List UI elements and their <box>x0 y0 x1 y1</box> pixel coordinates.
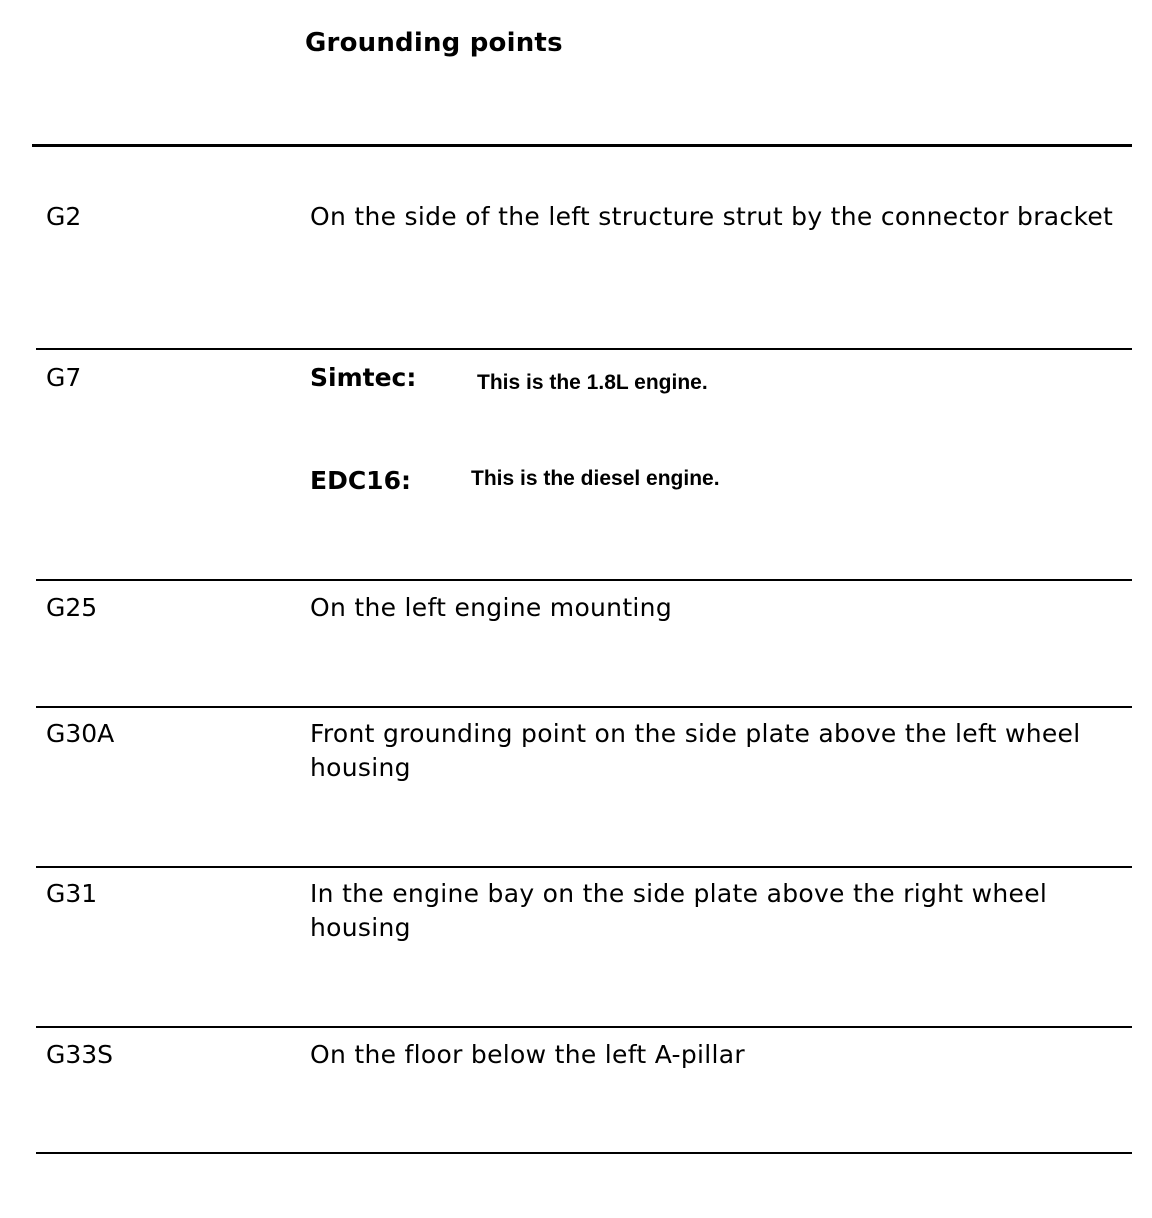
ground-description: In the engine bay on the side plate above the right wheel housing <box>310 879 1048 942</box>
ground-code: G33S <box>46 1040 114 1069</box>
ground-code: G7 <box>46 363 82 392</box>
ground-description: On the side of the left structure strut by the connector bracket <box>310 202 1114 231</box>
variant-label: Simtec: <box>310 363 417 392</box>
ground-code: G2 <box>46 202 82 231</box>
row-divider <box>36 706 1132 708</box>
variant-label: EDC16: <box>310 466 411 495</box>
row-divider <box>36 1026 1132 1028</box>
variant-text: This is the diesel engine. <box>471 467 720 490</box>
ground-description: On the floor below the left A-pillar <box>310 1040 745 1069</box>
table-bottom-divider <box>36 1152 1132 1154</box>
page-title: Grounding points <box>305 28 563 58</box>
ground-description: Front grounding point on the side plate above the left wheel housing <box>310 719 1081 782</box>
ground-code: G25 <box>46 593 98 622</box>
row-divider <box>36 348 1132 350</box>
ground-code: G31 <box>46 879 98 908</box>
row-divider <box>36 866 1132 868</box>
variant-text: This is the 1.8L engine. <box>477 371 708 394</box>
ground-description: On the left engine mounting <box>310 593 672 622</box>
header-divider <box>32 144 1132 147</box>
ground-code: G30A <box>46 719 115 748</box>
row-divider <box>36 579 1132 581</box>
